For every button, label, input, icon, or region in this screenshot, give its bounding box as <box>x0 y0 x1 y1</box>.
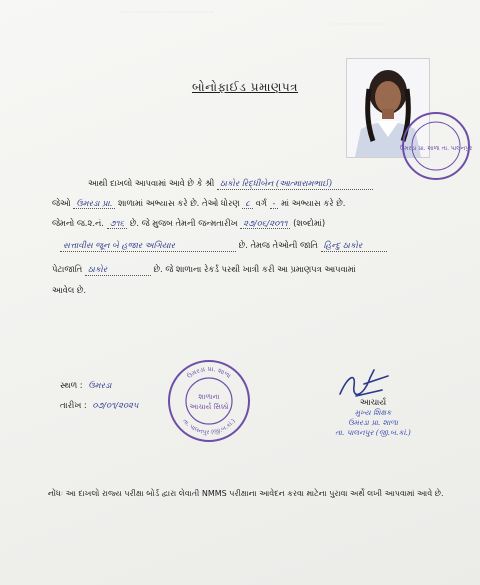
footer-note: નોંધઃ આ દાખલો રાજ્ય પરીક્ષા બોર્ડ દ્વારા લેવાતી NMMS પરીક્ષાના આવેદન કરવા માટેના પુરાવા અર્થે લખી આપવામાં આવે છે. <box>48 489 444 498</box>
signatory-role: આચાર્ય <box>359 397 387 407</box>
certificate-title: બોનોફાઈડ પ્રમાણપત્ર <box>191 80 299 94</box>
standard-field: ૮ <box>242 198 253 209</box>
birth-date-field: ૨૭/૦૬/૨૦૧૧ <box>240 218 290 229</box>
stamp-line-2: આચાર્ય સિક્કો <box>189 403 229 411</box>
signatory-line-3: તા. પાલનપુર (જી.બ.કાં.) <box>335 428 411 437</box>
date-row <box>60 400 141 411</box>
line5-prefix: પેટાજાતિ <box>52 264 83 274</box>
gr-number-field: ૭૧૬ <box>107 218 128 229</box>
school-stamp-center <box>166 358 252 444</box>
bleed-through-text: ····································· <box>120 8 215 17</box>
body-line-4 <box>60 239 387 252</box>
body-line-5 <box>52 263 356 276</box>
line2-suffix: માં અભ્યાસ કરે છે. <box>281 198 346 208</box>
stamp-top-text: ઉમરડા પ્રા. શાળા <box>185 364 233 381</box>
body-line-1 <box>88 177 373 190</box>
date-label: તારીખ : <box>60 400 87 410</box>
school-name-field: ઉમરડા પ્રા. <box>73 198 115 209</box>
signatory-block <box>318 397 428 438</box>
date-value: ૦૭/૦૧/૨૦૨૫ <box>92 400 139 410</box>
caste-field: હિન્દુ ઠાકોર <box>321 239 387 252</box>
body-line-6: આવેલ છે. <box>52 285 87 295</box>
place-label: સ્થળ : <box>60 380 83 390</box>
signatory-line-2: ઉમરડા પ્રા. શાળા <box>348 418 398 427</box>
body-line-2 <box>52 197 345 209</box>
stamp-line-1: શાળાના <box>198 393 220 401</box>
sub-caste-field: ઠાકોર <box>85 263 151 276</box>
division-field: - <box>270 198 279 209</box>
line3-prefix: જેમનો જ.૨.નં. <box>52 218 104 228</box>
line5-suffix: છે. જે શાળાના રેકર્ડ પરથી ખાત્રી કરી આ પ્રમાણપત્ર આપવામાં <box>153 264 356 274</box>
place-row <box>60 380 115 391</box>
student-name-field: ઠાકોર રિદ્ધીબેન (આત્મારામભાઈ) <box>217 177 373 190</box>
birth-date-words-field: સત્તાવીસ જૂન બે હજાર અગિયાર <box>60 239 236 252</box>
place-value: ઉમરડા <box>88 380 112 390</box>
line1-prefix: આથી દાખલો આપવામાં આવે છે કે શ્રી <box>88 178 215 188</box>
body-line-3 <box>52 217 325 229</box>
line2-prefix: જેઓ <box>52 198 71 208</box>
line2-mid2: વર્ગ <box>255 198 267 208</box>
stamp-bottom-text: તા. પાલનપુર (જી.બ.કાં.) <box>181 417 237 437</box>
school-stamp-photo <box>400 110 472 182</box>
signatory-line-1: મુખ્ય શિક્ષક <box>354 408 392 417</box>
stamp-photo-text: ઉમરડા પ્રા. શાળા તા. પાલનપુર <box>400 145 472 152</box>
line2-mid: શાળામાં અભ્યાસ કરે છે. તેઓ ધોરણ <box>117 198 240 208</box>
line4-mid: છે. તેમજ તેઓની જાતિ <box>238 240 318 250</box>
line3-suffix: (શબ્દોમાં) <box>293 218 326 228</box>
bleed-through-text: ····················· <box>330 20 384 29</box>
line3-mid: છે. જે મુજબ તેમની જન્મતારીખ <box>129 218 238 228</box>
